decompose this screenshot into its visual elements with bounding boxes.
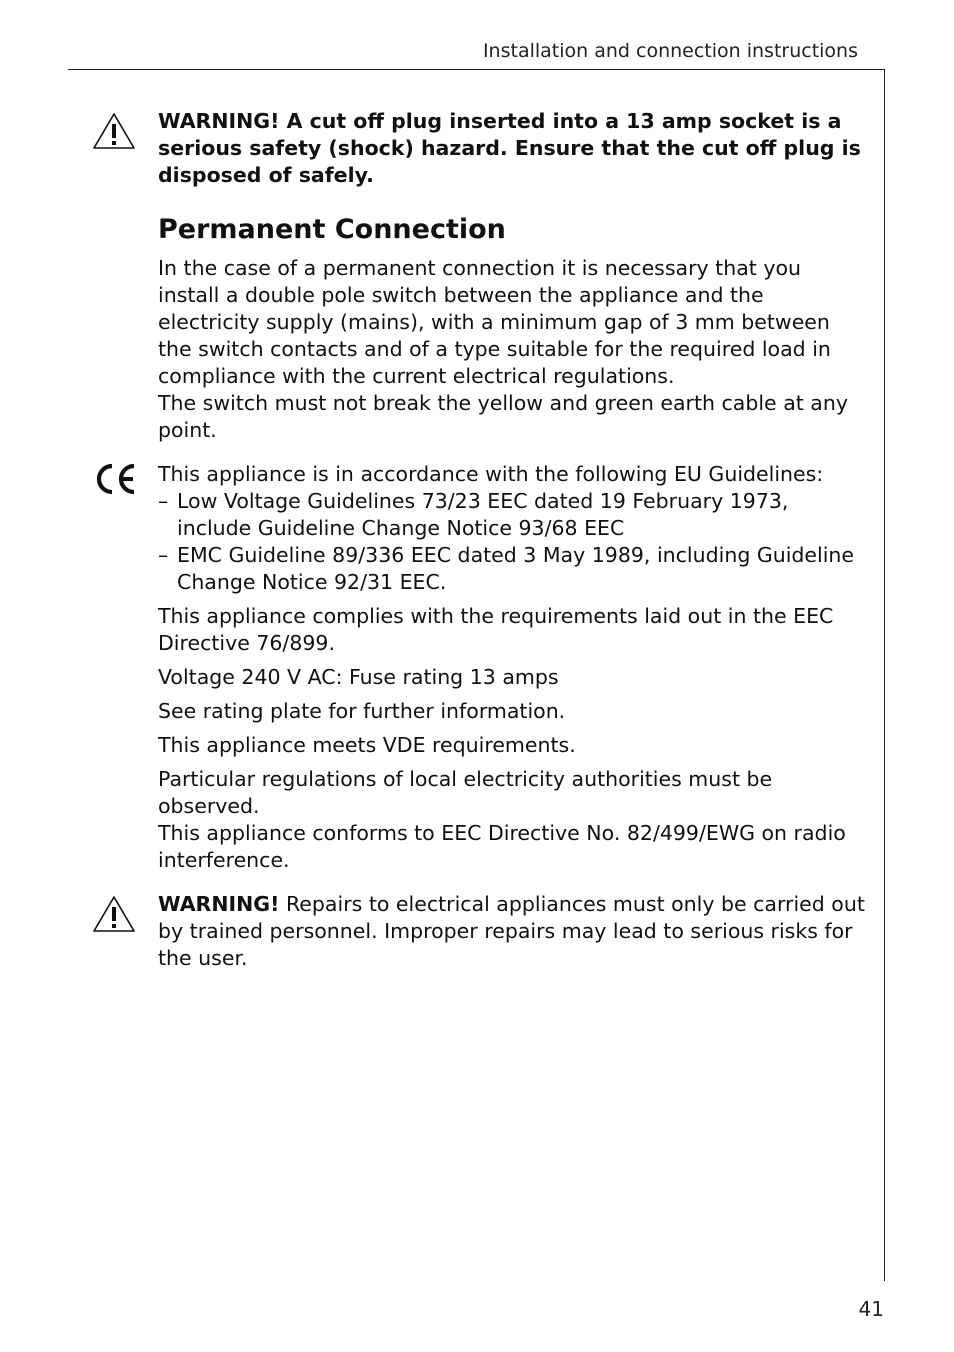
warning-text-plug: WARNING! A cut off plug inserted into a 13 amp socket is a serious safety (shock) hazard. Ensure that the cut off plug is disposed of safely. [158,109,861,187]
header-rule [68,69,885,70]
page-content [158,108,866,972]
page-header-title: Installation and connection instructions [482,40,858,62]
rating-plate-paragraph: See rating plate for further information. [158,699,566,723]
warning-triangle-icon [92,895,136,933]
radio-interference-paragraph: This appliance conforms to EEC Directive No. 82/499/EWG on radio interference. [158,821,846,872]
warning-label: WARNING! [158,892,280,916]
earth-cable-paragraph: The switch must not break the yellow and green earth cable at any point. [158,391,848,442]
warning-triangle-icon [92,112,136,150]
vde-paragraph: This appliance meets VDE requirements. [158,733,576,757]
eu-guidelines-intro: This appliance is in accordance with the following EU Guidelines: [158,462,824,486]
warning-text-repairs: WARNING! Repairs to electrical appliances must only be carried out by trained personnel. Improper repairs may lead to serious risks for the user. [158,892,865,970]
permanent-connection-paragraph: In the case of a permanent connection it is necessary that you install a double pole switch between the appliance and the electricity supply (mains), with a minimum gap of 3 mm between the switch contacts and of a type suitable for the required load in compliance with the current electrical regulations. [158,256,831,388]
list-item: – Low Voltage Guidelines 73/23 EEC dated 19 February 1973, include Guideline Change Notice 93/68 EEC [158,489,789,540]
eu-guidelines-list [158,488,866,596]
local-regulations-paragraph: Particular regulations of local electricity authorities must be observed. [158,767,773,818]
margin-rule [884,69,885,1281]
list-item: – EMC Guideline 89/336 EEC dated 3 May 1989, including Guideline Change Notice 92/31 EEC. [158,543,855,594]
section-title: Permanent Connection [158,214,506,245]
ce-mark-icon [92,461,138,497]
voltage-paragraph: Voltage 240 V AC: Fuse rating 13 amps [158,665,559,689]
eec-directive-paragraph: This appliance complies with the requirements laid out in the EEC Directive 76/899. [158,604,834,655]
warning-block-plug [158,108,866,189]
eu-guidelines-block [158,461,866,596]
page-number: 41 [858,1297,884,1321]
warning-block-repairs [158,891,866,972]
